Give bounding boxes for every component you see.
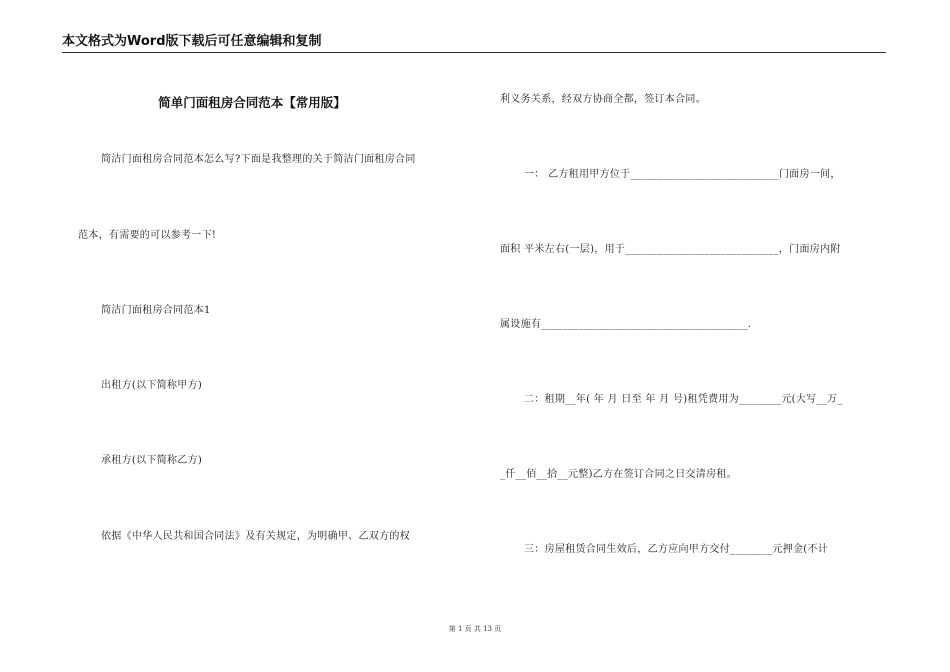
document-title: 简单门面租房合同范本【常用版】	[158, 95, 346, 110]
page-header	[62, 34, 886, 53]
paragraph-line: 属设施有_______________________________________.	[500, 319, 752, 330]
header-text: 本文格式为Word版下载后可任意编辑和复制	[62, 34, 322, 49]
page-number: 第 1 页 共 13 页	[448, 625, 502, 633]
clause-line: 二：租期__年( 年 月 日至 年 月 号)租凭费用为________元(大写__万_	[524, 394, 843, 405]
paragraph-line: 承租方(以下简称乙方)	[101, 455, 203, 466]
section-heading: 简洁门面租房合同范本1	[101, 305, 211, 316]
paragraph-line: 利义务关系，经双方协商全都，签订本合同。	[500, 94, 706, 105]
paragraph-line: 出租方(以下简称甲方)	[101, 380, 203, 391]
paragraph-line: _仟__佰__拾__元整)乙方在签订合同之日交清房租。	[500, 469, 738, 480]
paragraph-line: 范本，有需要的可以参考一下!	[78, 230, 217, 241]
clause-line: 一： 乙方租用甲方位于____________________________门面房一间，	[524, 169, 841, 180]
clause-line: 三：房屋租赁合同生效后，乙方应向甲方交付________元押金(不计	[524, 544, 829, 555]
paragraph-line: 简洁门面租房合同范本怎么写?下面是我整理的关于简洁门面租房合同	[101, 154, 416, 165]
paragraph-line: 依据《中华人民共和国合同法》及有关规定，为明确甲、乙双方的权	[101, 531, 410, 542]
paragraph-line: 面积 平米左右(一层)，用于_____________________________，门面房内附	[500, 244, 841, 255]
